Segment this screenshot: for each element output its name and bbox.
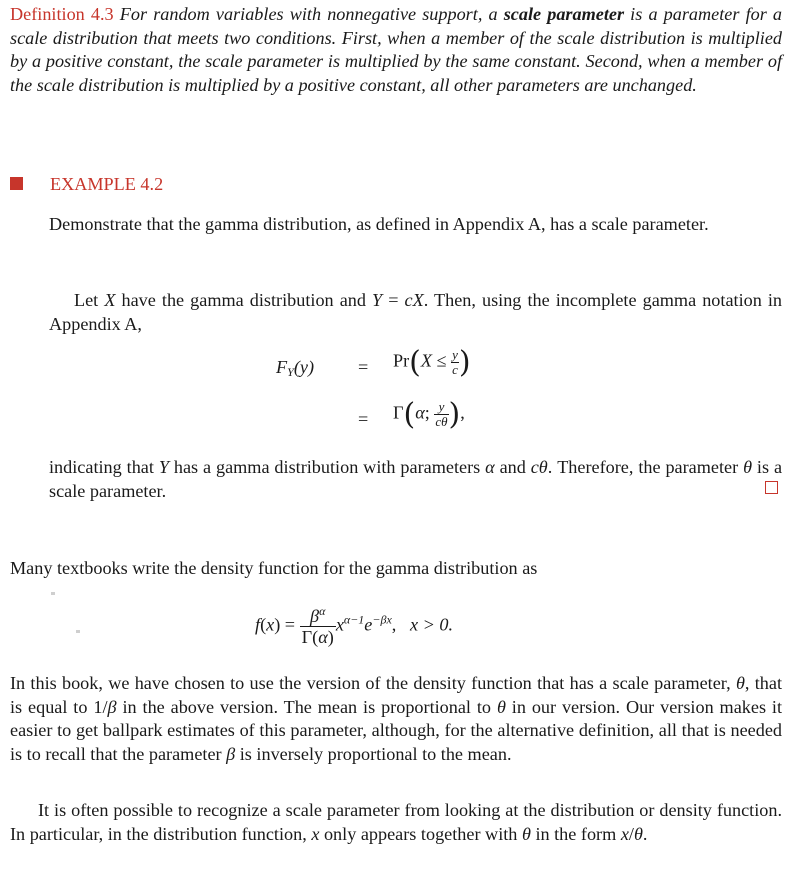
definition-text-before: For random variables with nonnegative support, a	[119, 4, 498, 24]
example-square-icon	[10, 177, 23, 190]
density-condition: x > 0.	[409, 614, 454, 635]
definition-text-after: is a parameter for a scale distribution that meets two conditions. First, when a member of the scale distribution is multiplied by a positive constant, the scale parameter is multiplied by the same constant. Second, when a member of the scale distribution is multiplied by a positive constant, all other parameters are unchanged.	[10, 4, 783, 95]
end-of-example-icon	[765, 481, 778, 494]
body-paragraph-2: It is often possible to recognize a scale parameter from looking at the distribution or density function. In particular, in the distribution function, x only appears together with θ in the form x/θ.	[10, 800, 782, 844]
equation-rhs-1: Pr(X ≤ $\frac{y}{c}$ )	[393, 344, 471, 380]
definition-title: Definition 4.3	[10, 4, 114, 24]
example-statement: Demonstrate that the gamma distribution, as defined in Appendix A, has a scale parameter.	[49, 214, 709, 234]
example-label: EXAMPLE 4.2	[50, 174, 164, 194]
equation-line-1: $F_Y(y)$	[276, 357, 314, 379]
definition-term: scale parameter	[503, 4, 625, 24]
example-conclusion: indicating that Y has a gamma distribution with parameters α and cθ. Therefore, the parameter θ is a scale parameter.	[49, 457, 783, 501]
body-paragraph-1: In this book, we have chosen to use the version of the density function that has a scale parameter, θ, that is equal to 1/β in the above version. The mean is proportional to θ in our version. Our version makes it easier to get ballpark estimates of this parameter, although, for the alternative definition, all that is needed is to recall that the parameter β is inversely proportional to the mean.	[10, 673, 783, 764]
equation-rhs-2: Γ(α; $\frac{y}{c\theta}$ ),	[393, 396, 465, 432]
example-solution-intro: Let X have the gamma distribution and Y = cX. Then, using the incomplete gamma notation in Appendix A,	[49, 290, 783, 334]
equation-sign-1: =	[358, 357, 369, 377]
scan-mark	[51, 592, 55, 595]
definition-block	[10, 3, 782, 97]
scan-mark	[76, 630, 80, 633]
equation-sign-2: =	[358, 409, 369, 429]
density-intro: Many textbooks write the density function for the gamma distribution as	[10, 558, 538, 578]
density-formula: f(x) = $\frac{\beta^\alpha}{\Gamma(\alpha)}$ $x^{\alpha-1}e^{-\beta x}$, x > 0.	[255, 604, 454, 647]
